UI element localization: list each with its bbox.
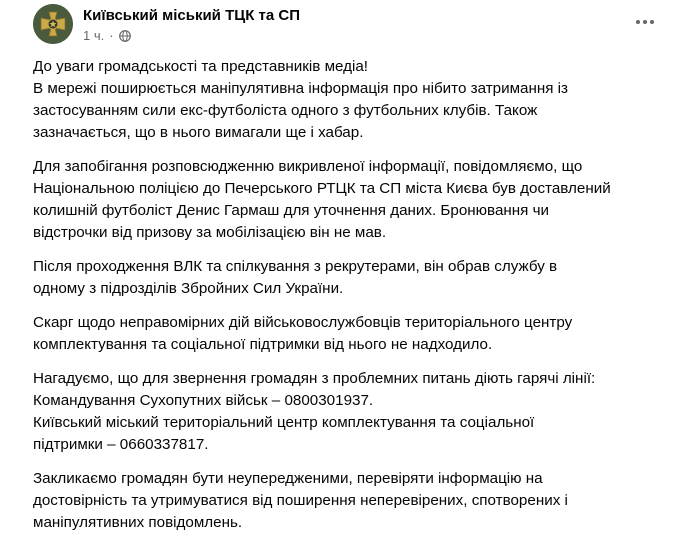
text-line: маніпулятивних повідомлень.	[33, 514, 243, 531]
more-options-button[interactable]	[629, 10, 661, 34]
text-line: відстрочки від призову за мобілізацією він не мав.	[33, 224, 387, 241]
text-line: Закликаємо громадян бути неупередженими, перевіряти інформацію на	[33, 470, 543, 487]
text-line: Після проходження ВЛК та спілкування з рекрутерами, він обрав службу в	[33, 258, 558, 275]
post-paragraph	[33, 368, 663, 456]
post-paragraph	[33, 56, 663, 144]
globe-icon[interactable]	[119, 30, 131, 42]
text-line: підтримки – 0660337817.	[33, 436, 209, 453]
text-line: Скарг щодо неправомірних дій військовослужбовців територіального центру	[33, 314, 573, 331]
post-header	[33, 4, 661, 48]
post-time[interactable]: 1 ч.	[83, 28, 105, 43]
post-paragraph	[33, 468, 663, 534]
text-line: Національною поліцією до Печерського РТЦК та СП міста Києва був доставлений	[33, 180, 611, 197]
post-paragraph	[33, 312, 663, 356]
military-emblem-icon[interactable]	[33, 4, 73, 44]
post-body	[33, 56, 663, 546]
text-line: застосуванням сили екс-футболіста одного з футбольних клубів. Також	[33, 102, 538, 119]
text-line: Нагадуємо, що для звернення громадян з проблемних питань діють гарячі лінії:	[33, 370, 596, 387]
text-line: достовірність та утримуватися від поширення неперевірених, спотворених і	[33, 492, 568, 509]
text-line: Для запобігання розповсюдженню викривленої інформації, повідомляємо, що	[33, 158, 583, 175]
meta-separator: ·	[109, 28, 114, 43]
text-line: До уваги громадськості та представників медіа!	[33, 58, 369, 75]
post-paragraph	[33, 256, 663, 300]
text-line: одному з підрозділів Збройних Сил України.	[33, 280, 344, 297]
author-name[interactable]: Київський міський ТЦК та СП	[83, 7, 300, 24]
post-paragraph	[33, 156, 663, 244]
text-line: колишній футболіст Денис Гармаш для уточнення даних. Бронювання чи	[33, 202, 550, 219]
text-line: В мережі поширюється маніпулятивна інформація про нібито затримання із	[33, 80, 569, 97]
text-line: Командування Сухопутних військ – 0800301937.	[33, 392, 374, 409]
post-meta	[83, 28, 131, 43]
more-horizontal-icon	[635, 19, 655, 25]
text-line: комплектування та соціальної підтримки від нього не надходило.	[33, 336, 493, 353]
text-line: Київський міський територіальний центр комплектування та соціальної	[33, 414, 535, 431]
text-line: зазначається, що в нього вимагали ще і хабар.	[33, 124, 364, 141]
